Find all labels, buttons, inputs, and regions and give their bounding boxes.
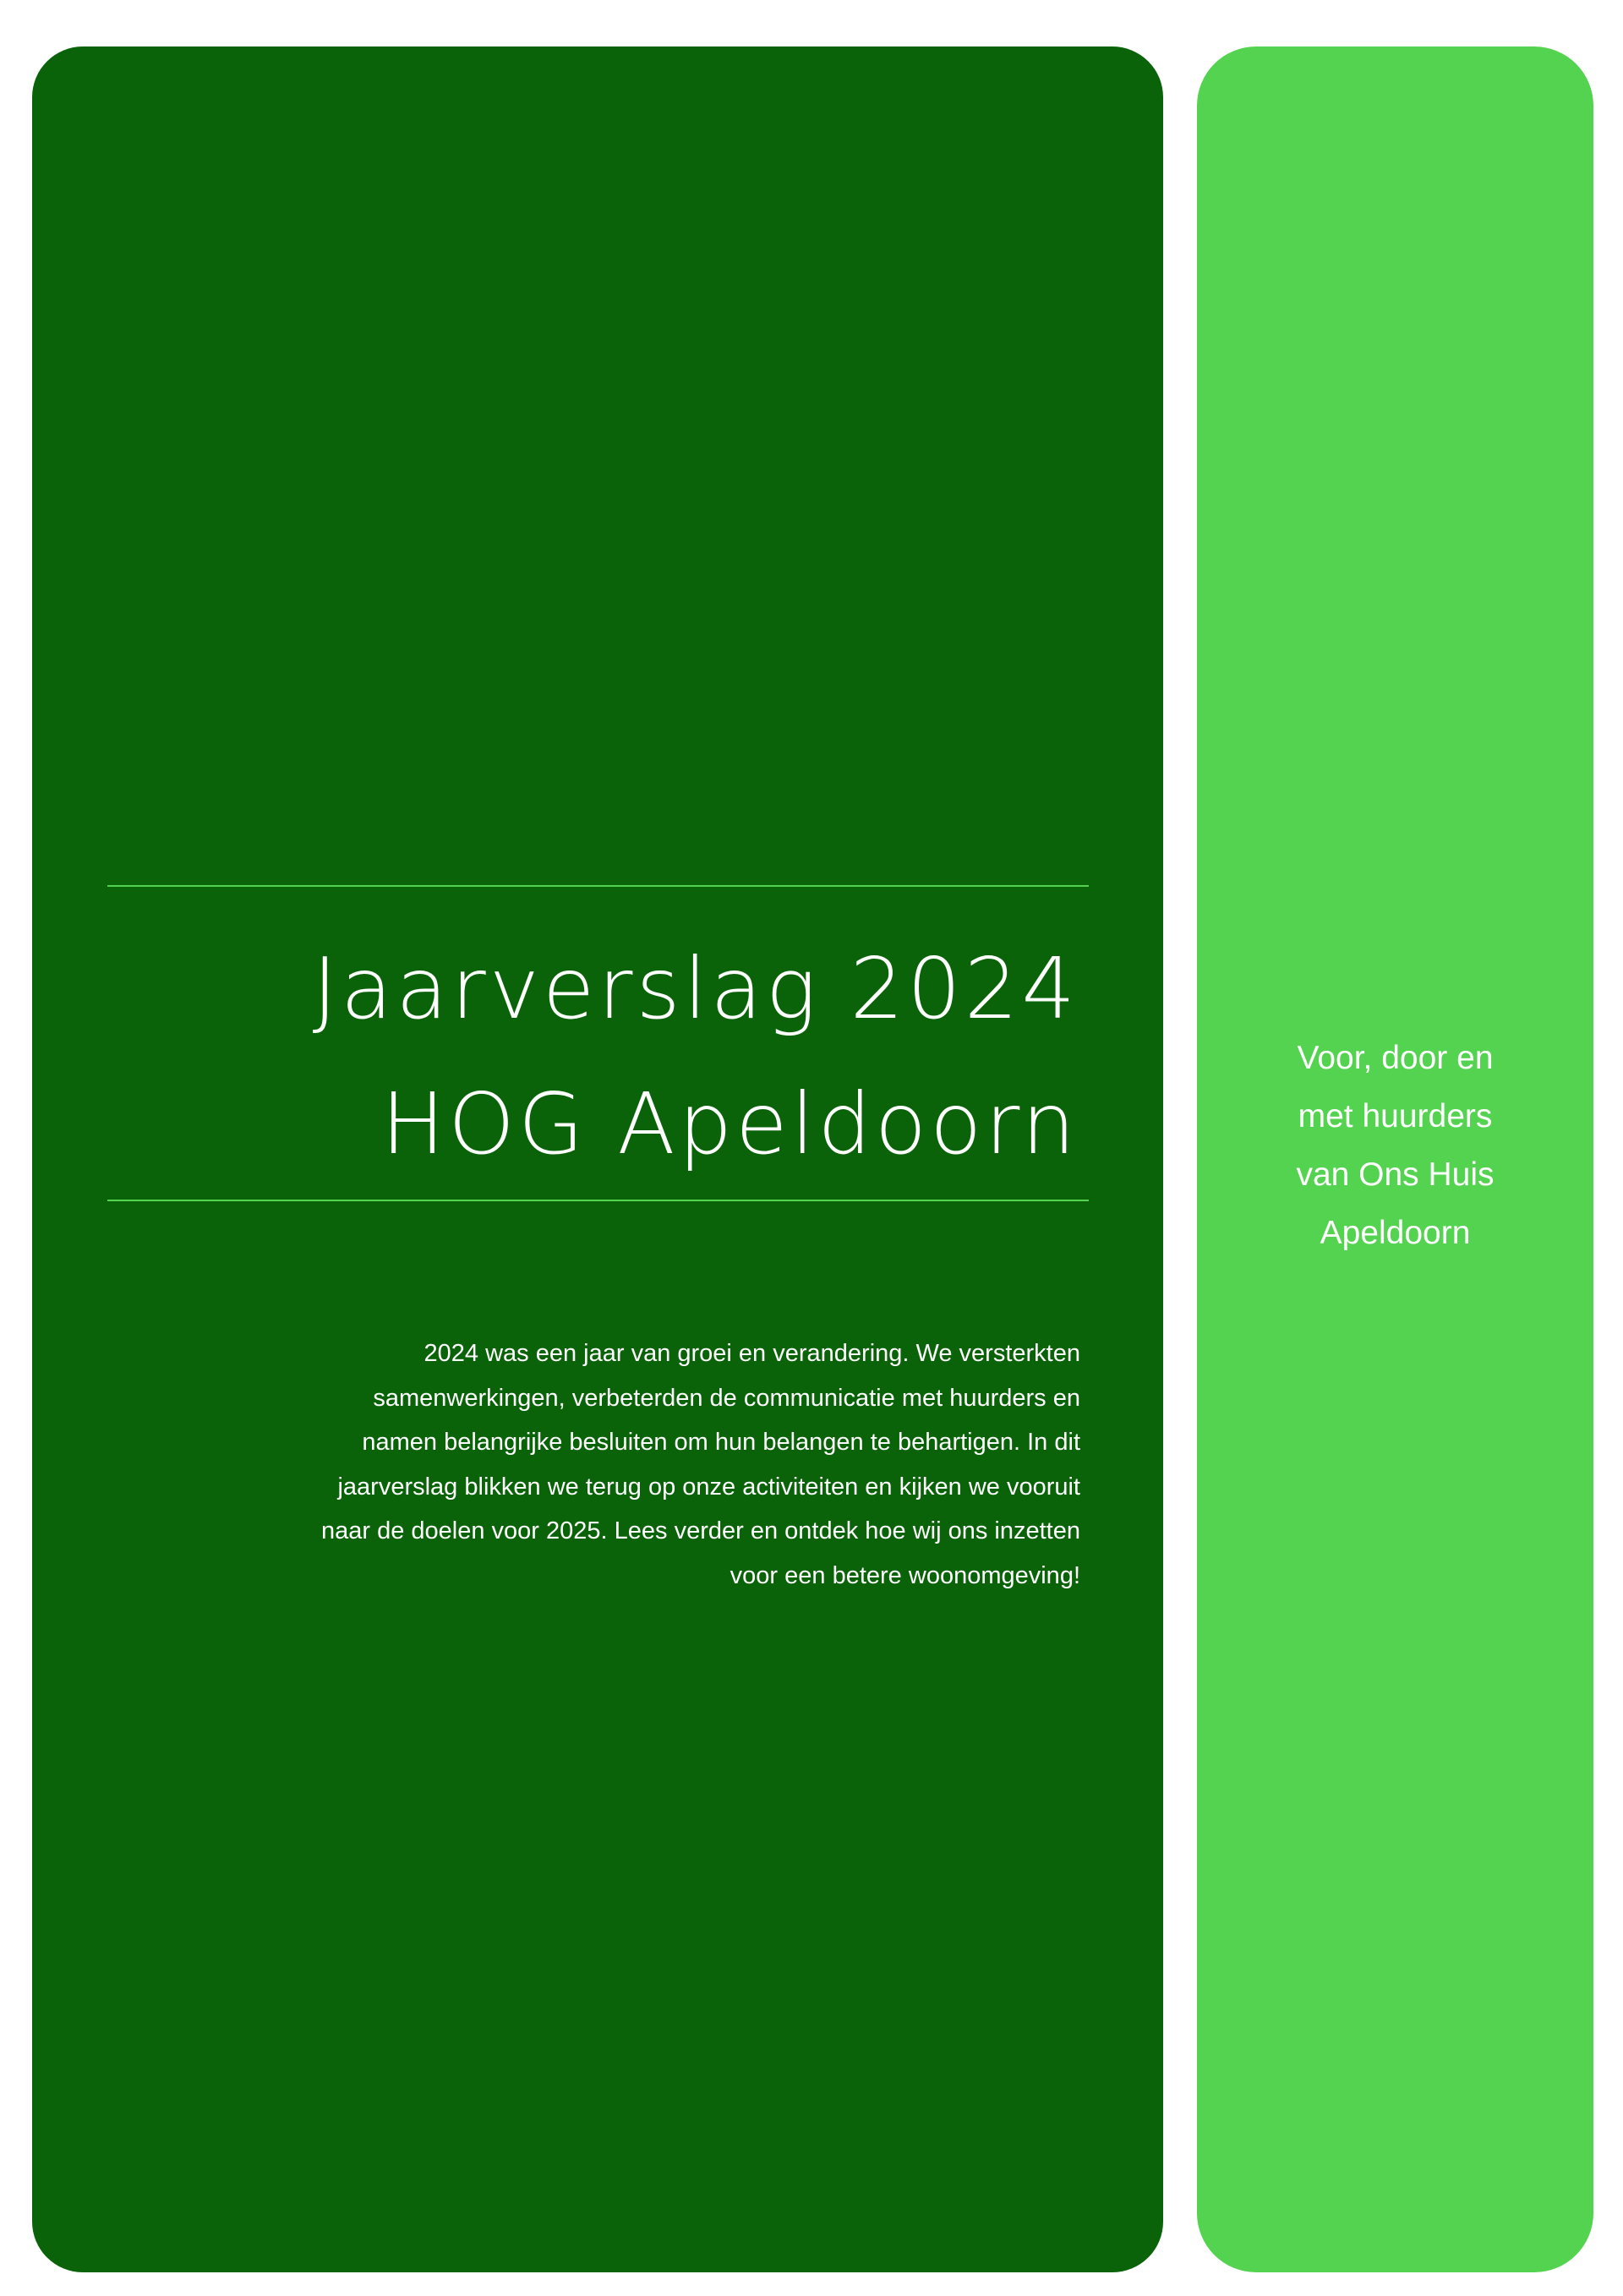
tagline [1197,1029,1593,1262]
intro-line-4: jaarverslag blikken we terug op onze activiteiten en kijken we vooruit [337,1473,1080,1501]
intro-line-5: naar de doelen voor 2025. Lees verder en ontdek hoe wij ons inzetten [320,1517,1080,1544]
tagline-line-2: met huurders [1298,1098,1493,1134]
intro-paragraph [184,1331,1080,1598]
report-title-line-2: HOG Apeldoorn [381,1074,1079,1173]
cover-main-panel [32,46,1163,2272]
report-title [64,921,1079,1192]
intro-line-3: namen belangrijke besluiten om hun belangen te behartigen. In dit [362,1429,1080,1456]
cover-side-panel [1197,46,1593,2272]
tagline-line-3: van Ons Huis [1296,1156,1495,1193]
tagline-line-1: Voor, door en [1297,1040,1494,1076]
intro-line-1: 2024 was een jaar van groei en verandering. We versterkten [424,1340,1080,1367]
title-top-rule [107,885,1089,887]
tagline-line-4: Apeldoorn [1320,1215,1471,1251]
intro-line-6: voor een betere woonomgeving! [730,1561,1080,1589]
title-bottom-rule [107,1200,1089,1201]
intro-line-2: samenwerkingen, verbeterden de communicatie met huurders en [373,1384,1080,1412]
report-title-line-1: Jaarverslag 2024 [312,939,1079,1038]
